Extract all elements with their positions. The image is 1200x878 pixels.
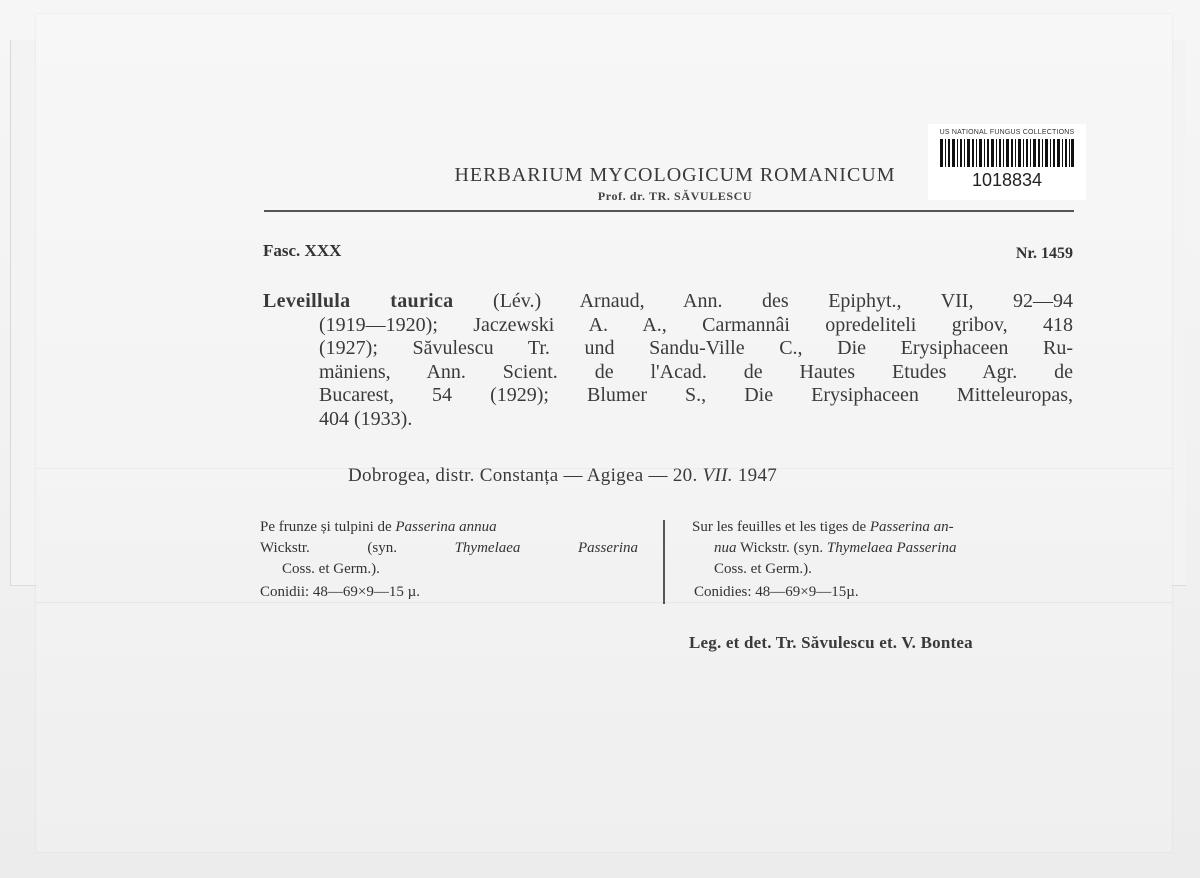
host-species: Passerina an- [869, 519, 954, 535]
host-line [692, 538, 1072, 559]
citation-line [263, 290, 1073, 314]
host-line [692, 517, 1072, 538]
host-text: Wickstr. (syn. [739, 540, 824, 556]
host-synonym: Thymelaea Passerina [454, 540, 638, 556]
barcode-label [928, 124, 1086, 200]
host-text: Pe frunze și tulpini de [260, 519, 392, 535]
collection-locality [348, 465, 777, 487]
header-rule [264, 210, 1074, 212]
locality-year: 1947 [737, 465, 778, 486]
host-species: Passerina annua [395, 519, 497, 535]
host-description-french [692, 517, 1072, 580]
host-species: nua [714, 540, 737, 556]
host-line [260, 538, 638, 559]
fascicle-number: Fasc. XXX [263, 241, 342, 260]
fold-line [36, 602, 1172, 604]
specimen-number: Nr. 1459 [1015, 245, 1073, 262]
host-text: Wickstr. (syn. [260, 540, 397, 556]
host-text: Sur les feuilles et les tiges de [692, 519, 867, 535]
host-line: Coss. et Germ.). [714, 561, 812, 577]
conidia-french: Conidies: 48—69×9—15µ. [694, 584, 859, 600]
citation-line: mäniens, Ann. Scient. de l'Acad. de Hautes Etudes Agr. de [319, 360, 1073, 383]
herbarium-title: HERBARIUM MYCOLOGICUM ROMANICUM [454, 164, 896, 186]
host-description-romanian [260, 517, 638, 580]
collector-line: Leg. et det. Tr. Săvulescu et. V. Bontea [689, 633, 973, 652]
barcode-caption: US NATIONAL FUNGUS COLLECTIONS [939, 129, 1075, 136]
barcode-number: 1018834 [971, 170, 1043, 190]
taxon-name: Leveillula taurica [263, 290, 454, 312]
locality-month: VII. [702, 465, 733, 486]
citation-line: (1919—1920); Jaczewski A. A., Carmannâi opredeliteli gribov, 418 [319, 313, 1073, 336]
citation-line: Bucarest, 54 (1929); Blumer S., Die Erysiphaceen Mitteleuropas, [319, 384, 1073, 406]
citation-line: 404 (1933). [319, 407, 413, 430]
host-synonym: Thymelaea Passerina [826, 540, 957, 556]
herbarium-curator: Prof. dr. TR. SĂVULESCU [597, 189, 753, 203]
locality-text: Dobrogea, distr. Constanța — Agigea — 20. [348, 465, 698, 486]
citation-line: (1927); Săvulescu Tr. und Sandu-Ville C., Die Erysiphaceen Ru- [319, 337, 1073, 359]
conidia-romanian: Conidii: 48—69×9—15 µ. [260, 584, 421, 600]
barcode-icon [940, 139, 1074, 167]
citation-text: (Lév.) Arnaud, Ann. des Epiphyt., VII, 92—94 [493, 290, 1074, 312]
host-line: Coss. et Germ.). [282, 561, 380, 577]
host-line [260, 517, 638, 538]
column-divider [663, 520, 665, 604]
taxon-citation [263, 290, 1073, 431]
